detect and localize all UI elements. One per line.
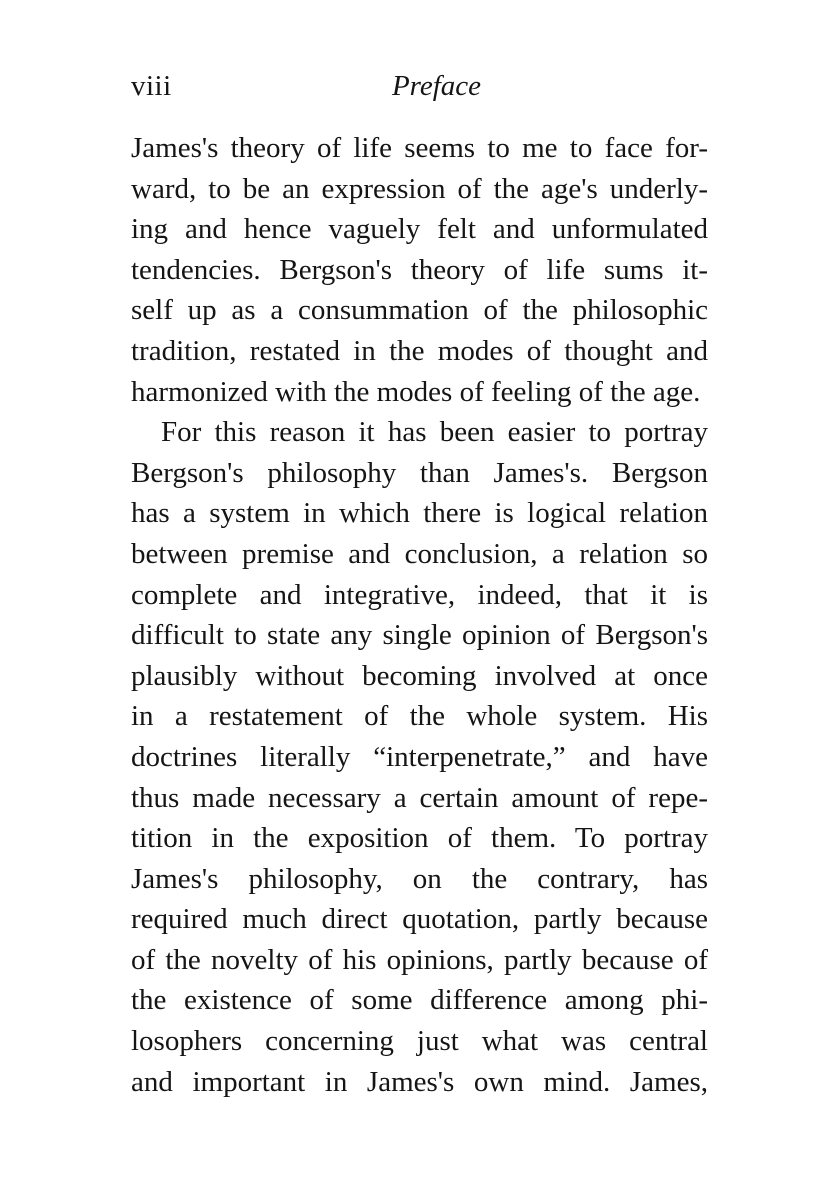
text-line: doctrines literally “interpenetrate,” and have (131, 740, 708, 773)
text-line: ing and hence vaguely felt and unformulated (131, 213, 708, 246)
running-head: Preface (391, 70, 482, 102)
text-line: James's philosophy, on the contrary, has (131, 862, 708, 895)
text-line: James's theory of life seems to me to face for- (131, 132, 708, 164)
text-line: For this reason it has been easier to portray (161, 416, 708, 449)
text-line: self up as a consummation of the philosophic (131, 294, 708, 327)
body-text (131, 128, 708, 1102)
text-line: the existence of some difference among phi- (131, 984, 708, 1017)
page-header (131, 70, 708, 110)
text-line: tendencies. Bergson's theory of life sums it- (131, 253, 708, 286)
text-line: harmonized with the modes of feeling of the age. (131, 375, 701, 408)
text-line: in a restatement of the whole system. His (131, 700, 708, 733)
text-line: and important in James's own mind. James, (131, 1065, 708, 1098)
page-number: viii (131, 70, 172, 102)
text-line: of the novelty of his opinions, partly because of (131, 943, 708, 976)
text-line: Bergson's philosophy than James's. Bergson (131, 456, 708, 489)
text-line: has a system in which there is logical relation (131, 497, 708, 530)
text-line: ward, to be an expression of the age's underly- (131, 172, 708, 205)
text-line: thus made necessary a certain amount of repe- (131, 781, 708, 814)
text-line: required much direct quotation, partly because (131, 903, 708, 936)
text-line: tition in the exposition of them. To portray (131, 822, 708, 855)
text-line: tradition, restated in the modes of thought and (131, 334, 708, 367)
text-line: between premise and conclusion, a relation so (131, 537, 708, 570)
text-line: complete and integrative, indeed, that it is (131, 578, 708, 611)
text-line: difficult to state any single opinion of Bergson's (131, 619, 708, 652)
text-line: plausibly without becoming involved at once (131, 659, 708, 692)
text-line: losophers concerning just what was central (131, 1025, 708, 1058)
